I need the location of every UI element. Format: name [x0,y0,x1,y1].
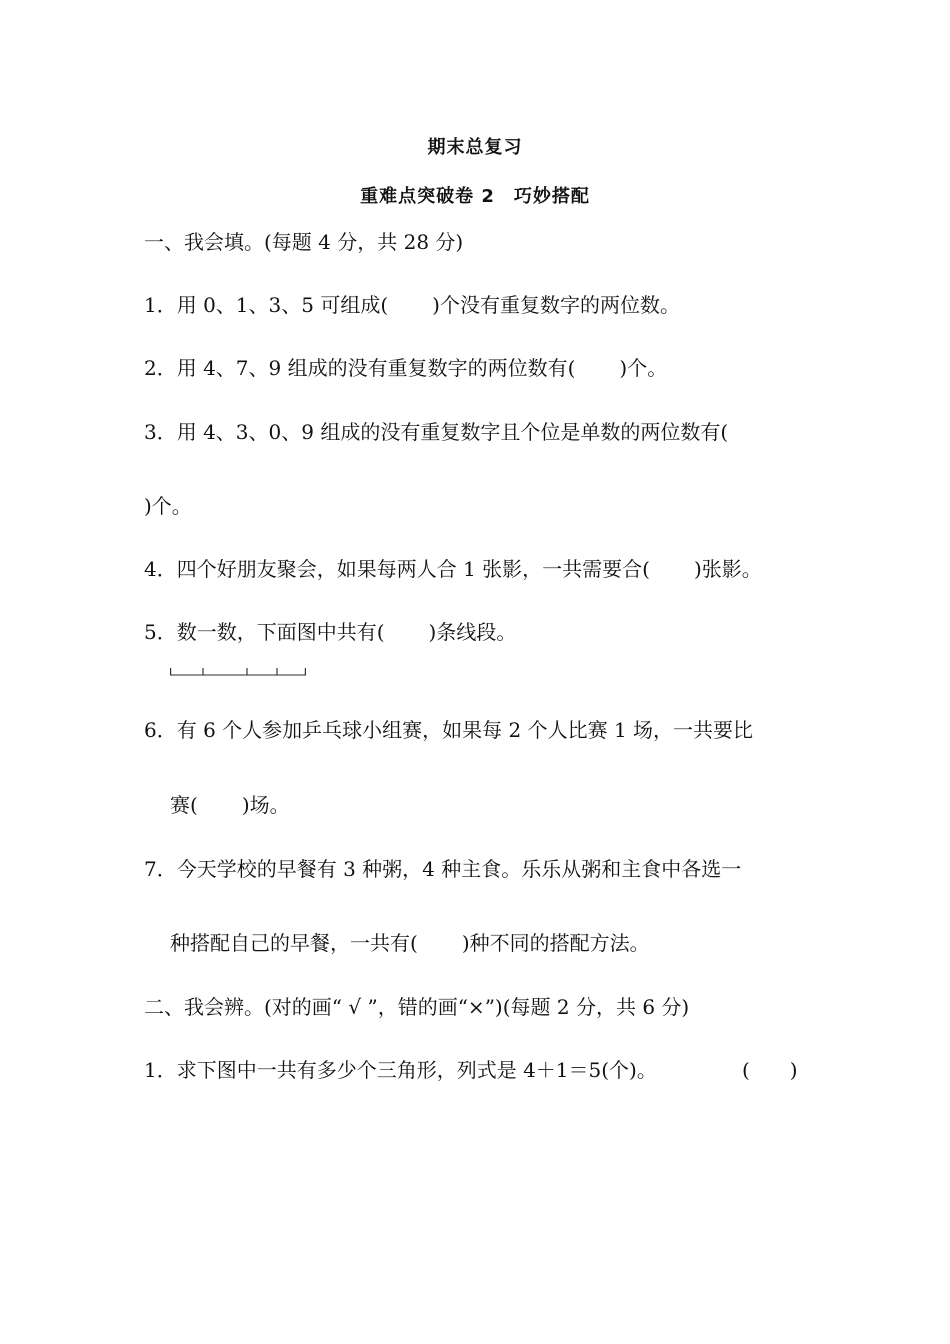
question-5-post: )条线段。 [428,620,517,644]
question-6-post: )场。 [241,793,290,817]
question-7-post: )种不同的搭配方法。 [461,931,650,955]
question-1-post: )个没有重复数字的两位数。 [432,293,680,317]
page-title: 期末总复习 [427,137,523,158]
question-2-pre: 2．用 4、7、9 组成的没有重复数字的两位数有( [144,356,576,380]
question-6-line1: 6．有 6 个人参加乒乓球小组赛，如果每 2 个人比赛 1 场，一共要比 [144,718,754,742]
section-2-heading: 二、我会辨。(对的画“ √ ”，错的画“×”)(每题 2 分，共 6 分) [144,995,690,1019]
question-5-pre: 5．数一数，下面图中共有( [144,620,385,644]
section-1-heading: 一、我会填。(每题 4 分，共 28 分) [144,230,464,254]
question-6-line2 [170,793,290,817]
question-1-pre: 1．用 0、1、3、5 可组成( [144,293,389,317]
question-1 [144,293,680,317]
question-7-line2 [170,931,650,955]
page-subtitle: 重难点突破卷 2 巧妙搭配 [360,186,590,207]
question-7-line1: 7．今天学校的早餐有 3 种粥，4 种主食。乐乐从粥和主食中各选一 [144,857,742,881]
question-3-line2: )个。 [144,494,192,518]
question-6-pre: 赛( [170,793,198,817]
question-2 [144,356,667,380]
question-4-pre: 4．四个好朋友聚会，如果每两人合 1 张影，一共需要合( [144,557,650,581]
question-5 [144,620,516,644]
question-4-post: )张影。 [693,557,762,581]
judge-answer-box[interactable]: ( ) [742,1058,798,1082]
question-3-line1: 3．用 4、3、0、9 组成的没有重复数字且个位是单数的两位数有( [144,420,729,444]
question-7-pre: 种搭配自己的早餐，一共有( [170,931,418,955]
judge-question-1: 1．求下图中一共有多少个三角形，列式是 4＋1＝5(个)。 [144,1058,657,1082]
line-segment-figure [170,668,306,676]
question-2-post: )个。 [619,356,668,380]
question-4 [144,557,762,581]
